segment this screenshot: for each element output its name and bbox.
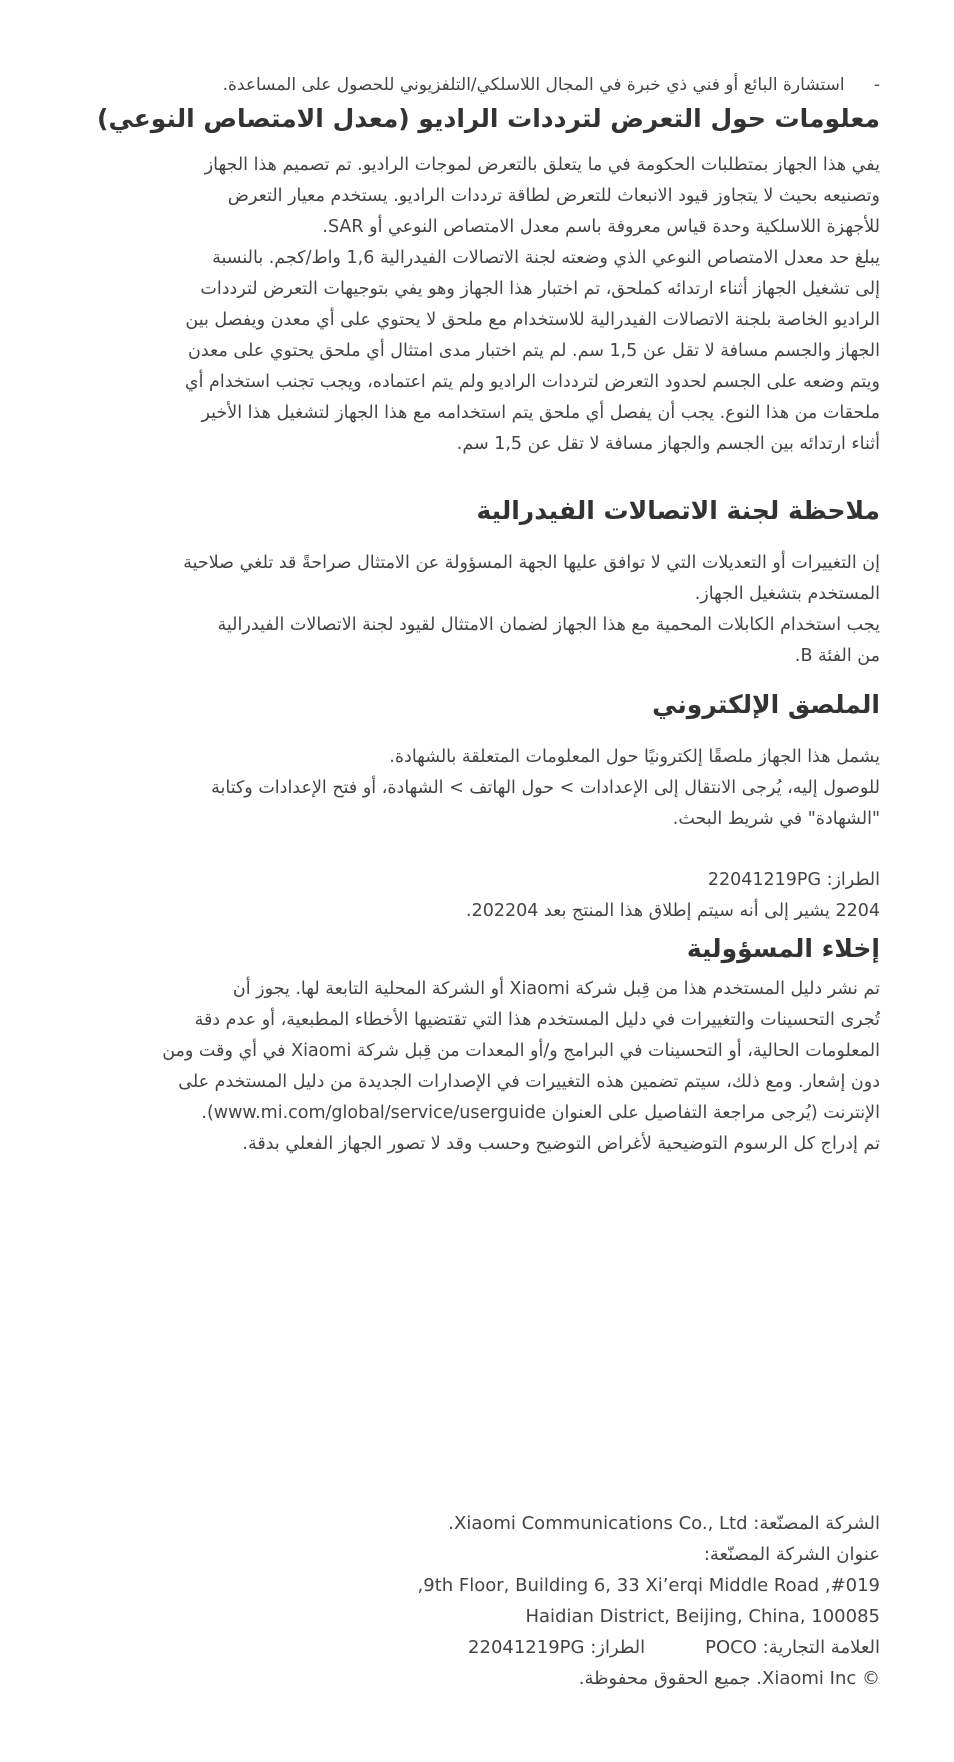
rf-line: أثناء ارتدائه بين الجسم والجهاز مسافة لا تقل عن 1,5 سم. (456, 434, 880, 454)
brand-label: العلامة التجارية: POCO (705, 1637, 880, 1658)
bullet-text: استشارة البائع أو فني ذي خبرة في المجال اللاسلكي/التلفزيوني للحصول على المساعدة. (222, 75, 845, 95)
model-info (80, 865, 880, 927)
manufacturer-address-line1: #019, 9th Floor, Building 6, 33 Xi’erqi Middle Road, (417, 1575, 880, 1596)
rf-line: للأجهزة اللاسلكية وحدة قياس معروفة باسم معدل الامتصاص النوعي أو SAR. (322, 217, 880, 237)
model-line: 2204 يشير إلى أنه سيتم إطلاق هذا المنتج بعد 202204. (466, 901, 880, 921)
fcc-line: يجب استخدام الكابلات المحمية مع هذا الجهاز لضمان الامتثال لقيود لجنة الاتصالات الفيدرالية (217, 615, 880, 635)
rf-line: وتصنيعه بحيث لا يتجاوز قيود الانبعاث للتعرض لطاقة ترددات الراديو. يستخدم معيار التعرض (227, 186, 880, 206)
rf-line: إلى تشغيل الجهاز أثناء ارتدائه كملحق، تم اختبار هذا الجهاز وهو يفي بتوجيهات التعرض لترددات (200, 279, 880, 299)
rf-line: ويتم وضعه على الجسم لحدود التعرض لترددات الراديو ولم يتم اعتماده، ويجب تجنب استخدام أي (184, 372, 880, 392)
rf-line: الجهاز والجسم مسافة لا تقل عن 1,5 سم. لم يتم اختبار مدى امتثال أي ملحق يحتوي على معدن (188, 341, 880, 361)
disclaimer-line: تُجرى التحسينات والتغييرات في دليل المستخدم هذا التي تقتضيها الأخطاء المطبعية، أو عدم دقة (194, 1010, 880, 1030)
manufacturer-name: الشركة المصنّعة: Xiaomi Communications Co., Ltd. (448, 1513, 880, 1534)
model-label: الطراز: 22041219PG (468, 1637, 646, 1658)
rf-line: الراديو الخاصة بلجنة الاتصالات الفيدرالية للاستخدام مع ملحق لا يحتوي على أي معدن ويفصل بين (185, 310, 880, 330)
disclaimer-line: دون إشعار. ومع ذلك، سيتم تضمين هذه التغييرات في الإصدارات الجديدة من دليل المستخدم على (178, 1072, 880, 1092)
manufacturer-address-label: عنوان الشركة المصنّعة: (703, 1544, 880, 1565)
disclaimer-heading: إخلاء المسؤولية (686, 934, 880, 963)
fcc-note-body (80, 548, 880, 672)
rf-line: ملحقات من هذا النوع. يجب أن يفصل أي ملحق يتم استخدامه مع هذا الجهاز لتشغيل هذا الأخير (201, 403, 880, 423)
disclaimer-line: المعلومات الحالية، أو التحسينات في البرامج و/أو المعدات من قِبل شركة Xiaomi في أي وقت ومن (162, 1041, 880, 1061)
brand-model-line (80, 1632, 880, 1663)
fcc-line: من الفئة B. (794, 646, 880, 666)
disclaimer-line: تم نشر دليل المستخدم هذا من قِبل شركة Xiaomi أو الشركة المحلية التابعة لها. يجوز أن (232, 979, 880, 999)
elabel-line: "الشهادة" في شريط البحث. (672, 809, 880, 829)
rf-line: يفي هذا الجهاز بمتطلبات الحكومة في ما يتعلق بالتعرض لموجات الراديو. تم تصميم هذا الجهاز (204, 155, 880, 175)
elabel-line: يشمل هذا الجهاز ملصقًا إلكترونيًا حول المعلومات المتعلقة بالشهادة. (389, 747, 880, 767)
model-line: الطراز: 22041219PG (707, 870, 880, 890)
bullet-item (80, 70, 880, 100)
fcc-note-heading: ملاحظة لجنة الاتصالات الفيدرالية (476, 496, 880, 525)
disclaimer-body (80, 974, 880, 1160)
manufacturer-footer (80, 1508, 880, 1694)
rf-exposure-heading: معلومات حول التعرض لترددات الراديو (معدل الامتصاص النوعي) (97, 104, 880, 133)
rf-line: يبلغ حد معدل الامتصاص النوعي الذي وضعته لجنة الاتصالات الفيدرالية 1,6 واط/كجم. بالنسبة (212, 248, 880, 268)
copyright-line: © Xiaomi Inc. جميع الحقوق محفوظة. (578, 1668, 880, 1689)
e-label-heading: الملصق الإلكتروني (652, 690, 880, 719)
manufacturer-address-line2: Haidian District, Beijing, China, 100085 (525, 1606, 880, 1627)
e-label-body (80, 742, 880, 835)
rf-exposure-body (80, 150, 880, 460)
bullet-dash: - (873, 75, 880, 95)
disclaimer-line: تم إدراج كل الرسوم التوضيحية لأغراض التوضيح وحسب وقد لا تصور الجهاز الفعلي بدقة. (242, 1134, 880, 1154)
fcc-line: إن التغييرات أو التعديلات التي لا توافق عليها الجهة المسؤولة عن الامتثال صراحةً قد تلغي صلاحية (183, 553, 880, 573)
disclaimer-line: الإنترنت (يُرجى مراجعة التفاصيل على العنوان www.mi.com/global/service/userguide). (201, 1103, 880, 1123)
fcc-line: المستخدم بتشغيل الجهاز. (694, 584, 880, 604)
elabel-line: للوصول إليه، يُرجى الانتقال إلى الإعدادات > حول الهاتف > الشهادة، أو فتح الإعدادات وكتابة (211, 778, 880, 798)
